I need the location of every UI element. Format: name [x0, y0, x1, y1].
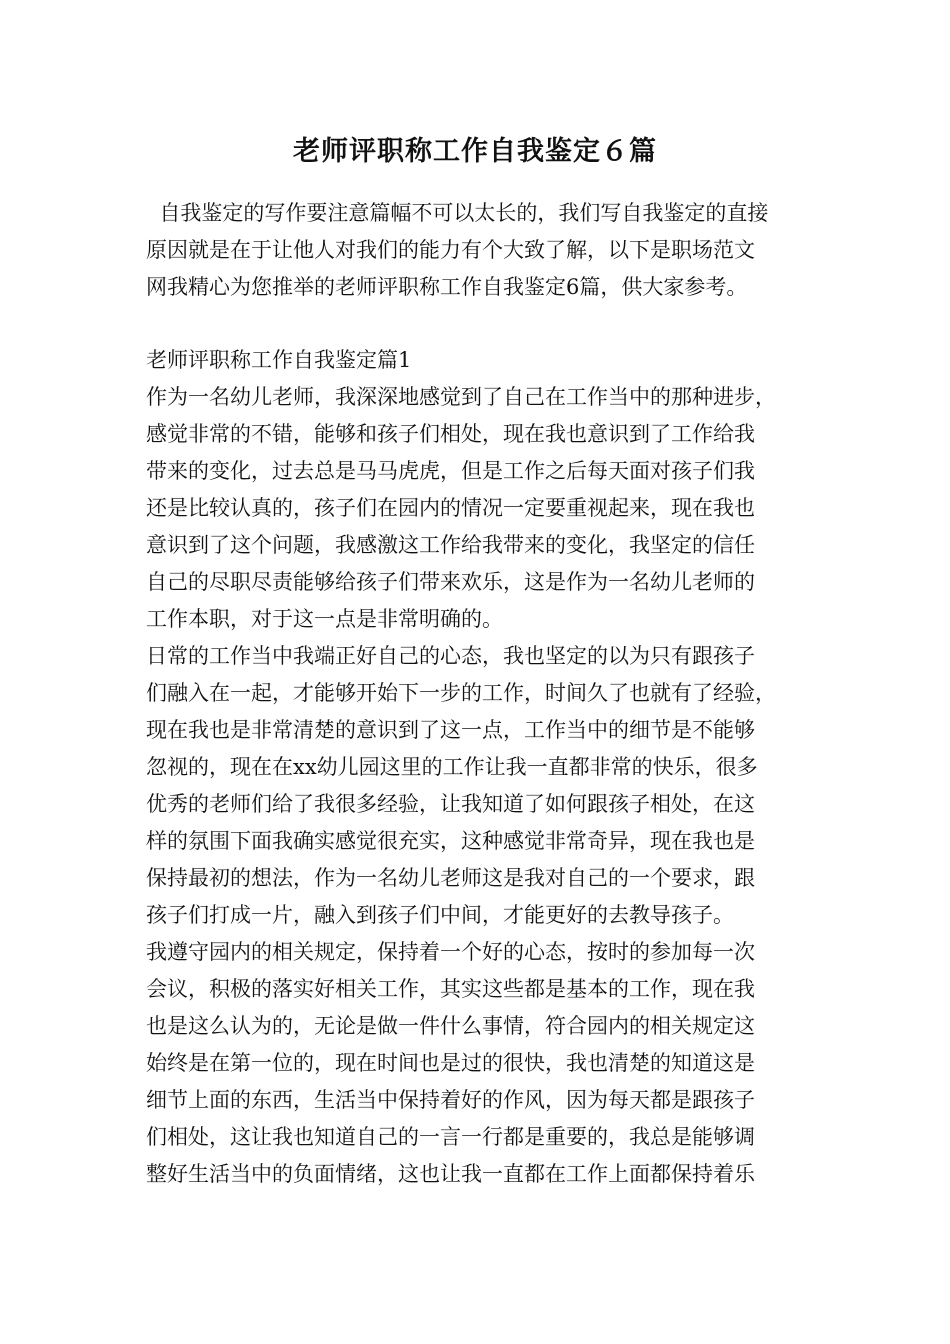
intro-paragraph [146, 195, 836, 306]
text-line: 还是比较认真的，孩子们在园内的情况一定要重视起来，现在我也 [146, 496, 755, 520]
text-line: 会议，积极的落实好相关工作，其实这些都是基本的工作，现在我 [146, 977, 755, 1001]
intro-line: 网我精心为您推举的老师评职称工作自我鉴定6篇，供大家参考。 [146, 275, 748, 299]
text-line: 意识到了这个问题，我感激这工作给我带来的变化，我坚定的信任 [146, 533, 755, 557]
text-line: 们相处，这让我也知道自己的一言一行都是重要的，我总是能够调 [146, 1125, 755, 1149]
section-heading: 老师评职称工作自我鉴定篇1 [146, 348, 412, 372]
intro-line: 自我鉴定的写作要注意篇幅不可以太长的，我们写自我鉴定的直接 [146, 201, 769, 225]
text-line: 作为一名幼儿老师，我深深地感觉到了自己在工作当中的那种进步， [146, 385, 776, 409]
document-title: 老师评职称工作自我鉴定６篇 [293, 136, 657, 167]
text-line: 优秀的老师们给了我很多经验，让我知道了如何跟孩子相处，在这 [146, 792, 755, 816]
text-line: 保持最初的想法，作为一名幼儿老师这是我对自己的一个要求，跟 [146, 866, 755, 890]
text-line: 我遵守园内的相关规定，保持着一个好的心态，按时的参加每一次 [146, 940, 755, 964]
text-line: 孩子们打成一片，融入到孩子们中间，才能更好的去教导孩子。 [146, 903, 734, 927]
text-line: 始终是在第一位的，现在时间也是过的很快，我也清楚的知道这是 [146, 1051, 755, 1075]
text-line: 工作本职，对于这一点是非常明确的。 [146, 607, 503, 631]
text-line: 整好生活当中的负面情绪，这也让我一直都在工作上面都保持着乐 [146, 1162, 755, 1186]
intro-line: 原因就是在于让他人对我们的能力有个大致了解，以下是职场范文 [146, 238, 755, 262]
text-line: 忽视的，现在在xx幼儿园这里的工作让我一直都非常的快乐，很多 [146, 755, 758, 779]
text-line: 自己的尽职尽责能够给孩子们带来欢乐，这是作为一名幼儿老师的 [146, 570, 755, 594]
text-line: 感觉非常的不错，能够和孩子们相处，现在我也意识到了工作给我 [146, 422, 755, 446]
text-line: 带来的变化，过去总是马马虎虎，但是工作之后每天面对孩子们我 [146, 459, 755, 483]
section-1 [146, 342, 836, 1193]
text-line: 日常的工作当中我端正好自己的心态，我也坚定的以为只有跟孩子 [146, 644, 755, 668]
text-line: 也是这么认为的，无论是做一件什么事情，符合园内的相关规定这 [146, 1014, 755, 1038]
text-line: 细节上面的东西，生活当中保持着好的作风，因为每天都是跟孩子 [146, 1088, 755, 1112]
text-line: 现在我也是非常清楚的意识到了这一点，工作当中的细节是不能够 [146, 718, 755, 742]
text-line: 样的氛围下面我确实感觉很充实，这种感觉非常奇异，现在我也是 [146, 829, 755, 853]
text-line: 们融入在一起，才能够开始下一步的工作，时间久了也就有了经验， [146, 681, 776, 705]
